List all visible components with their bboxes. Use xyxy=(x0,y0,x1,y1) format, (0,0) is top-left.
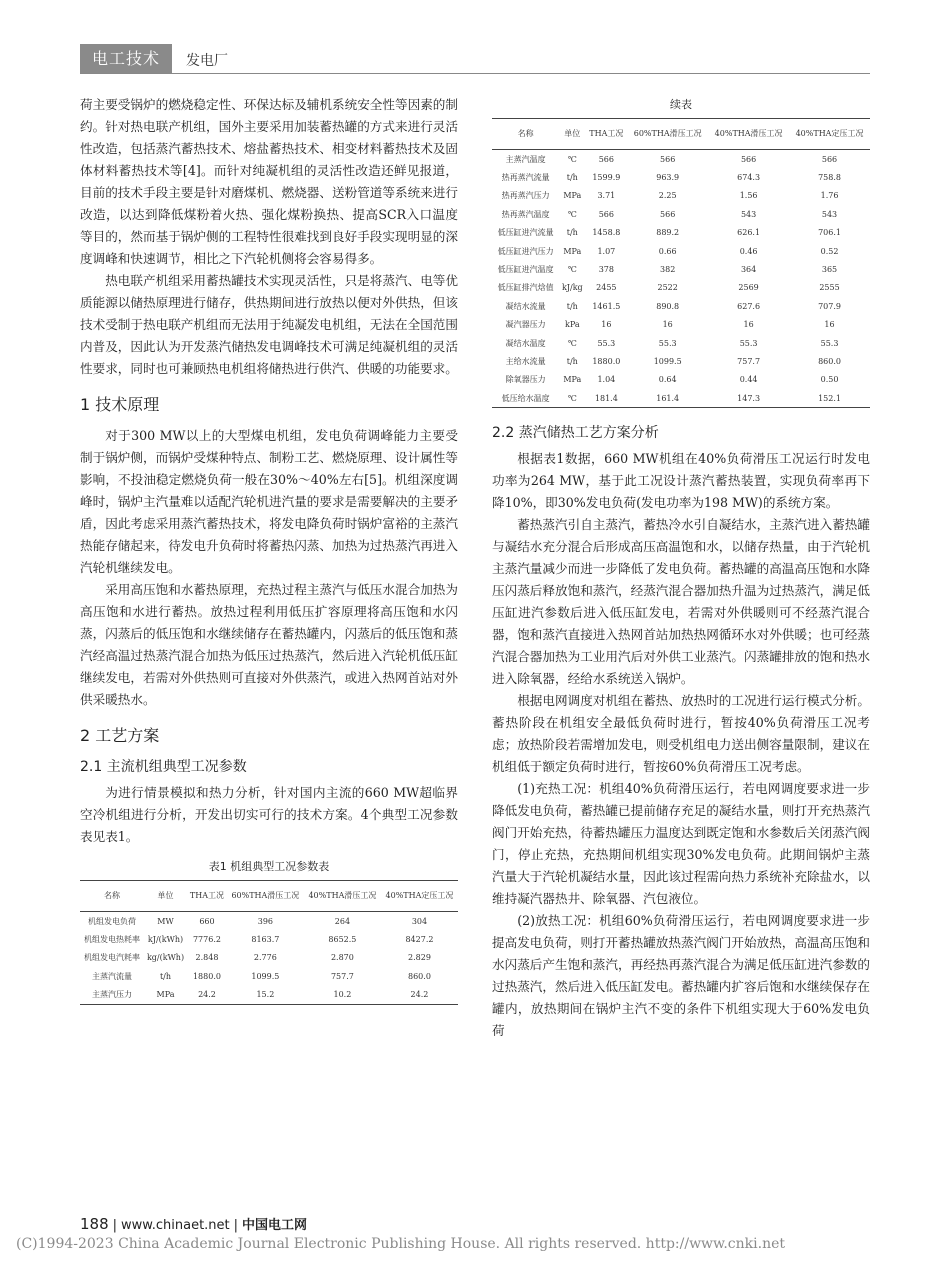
table-row xyxy=(492,316,870,334)
page-number: 188 xyxy=(80,1215,109,1233)
subsection-heading: 2.1 主流机组典型工况参数 xyxy=(80,759,247,775)
table-cell: 706.1 xyxy=(818,228,841,238)
table-cell: kJ/(kWh) xyxy=(147,935,184,945)
col-header: 40%THA滑压工况 xyxy=(714,129,783,138)
table-cell: 566 xyxy=(660,209,676,219)
table-cell: 707.9 xyxy=(818,301,841,311)
journal-tag: 电工技术 xyxy=(80,44,172,74)
table-cell: ℃ xyxy=(567,265,577,275)
table-cell: 机组发电热耗率 xyxy=(83,935,140,945)
table-cell: 660 xyxy=(199,916,215,926)
table-cell: 264 xyxy=(334,916,351,926)
table-row xyxy=(492,224,870,242)
table-cell: 0.44 xyxy=(739,375,758,385)
table-cell: 364 xyxy=(740,265,757,275)
table-cell: 2522 xyxy=(657,283,678,293)
table-caption: 续表 xyxy=(670,98,692,111)
table-row xyxy=(492,205,870,223)
table-cell: ℃ xyxy=(567,393,577,403)
col-header: 名称 xyxy=(517,129,534,138)
table-row xyxy=(492,297,870,315)
table-cell: 16 xyxy=(662,320,673,330)
table-cell: 2.829 xyxy=(408,953,431,963)
table-cell: 1099.5 xyxy=(653,356,682,366)
table-cell: MW xyxy=(157,916,174,926)
table-row xyxy=(492,334,870,352)
table-row xyxy=(492,352,870,370)
table-cell: 16 xyxy=(743,320,754,330)
col-header: THA工况 xyxy=(189,891,225,900)
table-cell: ℃ xyxy=(567,154,577,164)
left-column xyxy=(80,94,458,1005)
paragraph: 荷主要受锅炉的燃烧稳定性、环保达标及辅机系统安全性等因素的制约。针对热电联产机组，国外主要采用加装蓄热罐的方式来进行灵活性改造，包括蒸汽蓄热技术、熔盐蓄热技术、相变材料蓄热技术及固体材料蓄热技术等[4]。而针对纯凝机组的灵活性改造还鲜见报道，目前的技术手段主要是针对磨煤机、燃烧器、送粉管道等系统来进行改造，以达到降低煤粉着火热、强化煤粉换热、提高SCR入口温度等目的，然而基于锅炉侧的工程特性很难找到良好手段实现明显的深度调峰和快速调节，相比之下汽轮机侧将会容易得多。 xyxy=(80,97,458,266)
table-cell: 1599.9 xyxy=(592,173,621,183)
table-cell: 566 xyxy=(821,154,838,164)
table-header-row xyxy=(80,881,458,912)
col-header: 40%THA定压工况 xyxy=(795,129,864,138)
table-cell: 378 xyxy=(598,265,614,275)
table-cell: 2555 xyxy=(819,283,840,293)
table-cell: 10.2 xyxy=(333,990,352,1000)
col-header: 60%THA滑压工况 xyxy=(633,129,702,138)
table-cell: 757.7 xyxy=(737,356,761,366)
table-cell: 低压缸排汽焓值 xyxy=(497,283,554,293)
table-cell: 626.1 xyxy=(737,228,761,238)
table-cell: 热再蒸汽流量 xyxy=(501,173,550,183)
table-cell: 低压给水温度 xyxy=(501,393,550,403)
copyright-notice: (C)1994-2023 China Academic Journal Electronic Publishing House. All rights reserved. http://www.cnki.net xyxy=(16,1236,786,1252)
table-cell: 0.46 xyxy=(739,246,758,256)
table-cell: 55.3 xyxy=(597,338,616,348)
table-cell: 566 xyxy=(660,154,676,164)
table-cell: 55.3 xyxy=(820,338,839,348)
table-row xyxy=(80,986,458,1005)
table-cell: t/h xyxy=(566,356,578,366)
col-header: 单位 xyxy=(157,891,174,900)
table-cell: 凝结水温度 xyxy=(505,338,546,348)
table-cell: 机组发电汽耗率 xyxy=(83,953,140,963)
table-cell: 161.4 xyxy=(656,393,680,403)
table-row xyxy=(80,949,458,967)
table-cell: 3.71 xyxy=(597,191,616,201)
table-row xyxy=(80,912,458,931)
table-cell: 1.07 xyxy=(597,246,616,256)
paragraph: (2)放热工况：机组60%负荷滑压运行，若电网调度要求进一步提高发电负荷，则打开蓄热罐放热蒸汽阀门开始放热，高温高压饱和水闪蒸后产生饱和蒸汽，再经热再蒸汽混合为满足低压缸进汽参数的过热蒸汽，然后进入低压缸发电。蓄热罐内扩容后饱和水继续保存在罐内，放热期间在锅炉主汽不变的条件下机组实现大于60%发电负荷 xyxy=(492,913,870,1039)
table-cell: 8652.5 xyxy=(328,935,357,945)
table-cell: 147.3 xyxy=(737,393,761,403)
subsection-heading: 2.2 蒸汽储热工艺方案分析 xyxy=(492,425,659,442)
table-cell: 757.7 xyxy=(330,971,354,981)
col-header: 40%THA滑压工况 xyxy=(308,891,377,900)
table-row xyxy=(492,389,870,408)
table-row xyxy=(492,168,870,186)
table-cell: 566 xyxy=(598,154,614,164)
table-cell: 2.776 xyxy=(253,953,277,963)
table-cell: kg/(kWh) xyxy=(146,953,185,963)
table-cell: 543 xyxy=(821,209,838,219)
table-cell: 674.3 xyxy=(737,173,761,183)
footer-site-link[interactable]: www.chinaet.net xyxy=(121,1218,230,1233)
table-cell: 低压缸进汽流量 xyxy=(497,228,554,238)
table-cell: 1458.8 xyxy=(592,228,621,238)
table-cell: 627.6 xyxy=(737,301,761,311)
table-cell: 1880.0 xyxy=(192,971,221,981)
table-caption: 表1 机组典型工况参数表 xyxy=(208,860,330,873)
paragraph: 根据表1数据，660 MW机组在40%负荷滑压工况运行时发电功率为264 MW，基于此工况设计蒸汽蓄热装置，实现负荷率再下降10%，即30%发电负荷(发电功率为198 MW)的系统方案。 xyxy=(492,451,870,511)
paragraph: 为进行情景模拟和热力分析，针对国内主流的660 MW超临界空冷机组进行分析，开发出切实可行的技术方案。4个典型工况参数表见表1。 xyxy=(80,785,458,844)
table-cell: 890.8 xyxy=(656,301,680,311)
table-cell: 566 xyxy=(740,154,757,164)
table-cell: 860.0 xyxy=(408,971,431,981)
table-cell: 8427.2 xyxy=(405,935,434,945)
table-cell: 1880.0 xyxy=(592,356,621,366)
table-cell: 55.3 xyxy=(739,338,758,348)
table-cell: t/h xyxy=(566,228,578,238)
table-cell: 396 xyxy=(257,916,274,926)
table-cell: 0.66 xyxy=(658,246,677,256)
paragraph: (1)充热工况：机组40%负荷滑压运行，若电网调度要求进一步降低发电负荷，蓄热罐已提前储存充足的凝结水量，则打开充热蒸汽阀门开始充热，待蓄热罐压力温度达到既定饱和水参数后关闭蒸汽阀门，停止充热，充热期间机组实现30%发电负荷。此期间锅炉主蒸汽量大于汽轮机凝结水量，因此该过程需向热力系统补充除盐水，以维持凝汽器热井、除氧器、汽包液位。 xyxy=(492,781,870,907)
page-footer: 188 | www.chinaet.net | 中国电工网 xyxy=(80,1215,308,1233)
table-header-row xyxy=(492,119,870,150)
table-cell: 热再蒸汽压力 xyxy=(501,191,550,201)
table-1-continued xyxy=(492,118,870,408)
section-heading: 2 工艺方案 xyxy=(80,726,160,745)
header-rule xyxy=(80,73,870,74)
table-row xyxy=(492,260,870,278)
table-cell: 8163.7 xyxy=(251,935,280,945)
footer-brand: 中国电工网 xyxy=(242,1218,308,1233)
col-header: 单位 xyxy=(564,129,581,138)
table-cell: 0.50 xyxy=(820,375,839,385)
table-cell: 55.3 xyxy=(658,338,677,348)
table-cell: 304 xyxy=(411,916,428,926)
paragraph: 蓄热蒸汽引自主蒸汽，蓄热冷水引自凝结水，主蒸汽进入蓄热罐与凝结水充分混合后形成高压高温饱和水，以储存热量，由于汽轮机主蒸汽量减少而进一步降低了发电负荷。蓄热罐的高温高压饱和水降压闪蒸后释放饱和蒸汽，经蒸汽混合器加热升温为过热蒸汽，满足低压缸进汽参数后进入低压缸发电，若需对外供暖则可不经蒸汽混合器，饱和蒸汽直接进入热网首站加热热网循环水对外供暖；也可经蒸汽混合器加热为工业用汽后对外供工业蒸汽。闪蒸罐排放的饱和热水进入除氧器，经给水系统送入锅炉。 xyxy=(492,517,870,687)
table-cell: t/h xyxy=(566,301,578,311)
table-cell: MPa xyxy=(563,246,582,256)
col-header: THA工况 xyxy=(589,129,624,138)
right-column xyxy=(492,94,870,1042)
table-cell: 1099.5 xyxy=(251,971,280,981)
table-cell: 热再蒸汽温度 xyxy=(501,209,550,219)
table-row xyxy=(80,967,458,985)
paragraph: 热电联产机组采用蓄热罐技术实现灵活性，只是将蒸汽、电等优质能源以储热原理进行储存，供热期间进行放热以便对外供热，但该技术受制于热电联产机组而无法用于纯凝发电机组，无法在全国范围内普及，因此认为开发蒸汽储热发电调峰技术可满足纯凝机组的灵活性要求，同时也可兼顾热电机组将储热进行供汽、供暖的功能要求。 xyxy=(80,273,458,376)
col-header: 名称 xyxy=(103,891,120,900)
table-cell: 凝结水流量 xyxy=(505,301,546,311)
table-cell: 2.848 xyxy=(195,953,219,963)
table-cell: 主给水流量 xyxy=(505,356,546,366)
table-cell: 382 xyxy=(660,265,676,275)
table-cell: 963.9 xyxy=(656,173,680,183)
table-cell: 机组发电负荷 xyxy=(87,916,136,926)
table-cell: kJ/kg xyxy=(561,283,583,293)
table-cell: 2455 xyxy=(596,283,617,293)
table-cell: 凝汽器压力 xyxy=(505,320,546,330)
table-cell: 除氧器压力 xyxy=(505,375,546,385)
table-cell: 181.4 xyxy=(594,393,618,403)
table-cell: 1.76 xyxy=(820,191,839,201)
section-name: 发电厂 xyxy=(186,53,228,69)
table-cell: 152.1 xyxy=(818,393,841,403)
table-cell: 主蒸汽压力 xyxy=(91,990,132,1000)
table-row xyxy=(80,930,458,948)
section-heading: 1 技术原理 xyxy=(80,395,160,414)
table-cell: 主蒸汽流量 xyxy=(91,971,132,981)
col-header: 60%THA滑压工况 xyxy=(231,891,300,900)
table-cell: 543 xyxy=(740,209,757,219)
col-header: 40%THA定压工况 xyxy=(385,891,454,900)
table-cell: 2.25 xyxy=(658,191,677,201)
table-cell: t/h xyxy=(566,173,578,183)
table-cell: 15.2 xyxy=(256,990,275,1000)
table-cell: 1.04 xyxy=(597,375,616,385)
table-cell: 758.8 xyxy=(818,173,841,183)
table-row xyxy=(492,187,870,205)
table-cell: 1461.5 xyxy=(592,301,621,311)
paragraph: 采用高压饱和水蓄热原理，充热过程主蒸汽与低压水混合加热为高压饱和水进行蓄热。放热过程利用低压扩容原理将高压饱和水闪蒸，闪蒸后的低压饱和水继续储存在蓄热罐内，闪蒸后的低压饱和蒸汽经高温过热蒸汽混合加热为低压过热蒸汽，然后进入汽轮机低压缸继续发电，若需对外供热则可直接对外供蒸汽，或进入热网首站对外供采暖热水。 xyxy=(80,582,458,707)
table-cell: 16 xyxy=(601,320,612,330)
table-cell: 889.2 xyxy=(656,228,680,238)
table-cell: 566 xyxy=(598,209,614,219)
table-cell: 0.64 xyxy=(658,375,677,385)
table-cell: 0.52 xyxy=(820,246,839,256)
table-1 xyxy=(80,880,458,1005)
table-cell: 24.2 xyxy=(198,990,216,1000)
table-cell: MPa xyxy=(563,375,582,385)
table-cell: MPa xyxy=(156,990,175,1000)
paragraph: 对于300 MW以上的大型煤电机组，发电负荷调峰能力主要受制于锅炉侧，而锅炉受煤种特点、制粉工艺、燃烧原理、设计属性等影响，不投油稳定燃烧负荷一般在30%～40%左右[5]。机组深度调峰时，锅炉主汽量难以适配汽轮机进汽量的要求是需要解决的主要矛盾，因此考虑采用蒸汽蓄热技术，将发电降负荷时锅炉富裕的主蒸汽热能存储起来，待发电升负荷时将蓄热闪蒸、加热为过热蒸汽再进入汽轮机继续发电。 xyxy=(80,428,458,575)
table-cell: MPa xyxy=(563,191,582,201)
table-cell: 2569 xyxy=(738,283,759,293)
table-cell: 365 xyxy=(821,265,838,275)
table-cell: 24.2 xyxy=(410,990,429,1000)
table-cell: 2.870 xyxy=(330,953,354,963)
table-row xyxy=(492,279,870,297)
table-cell: kPa xyxy=(564,320,580,330)
table-cell: 16 xyxy=(824,320,835,330)
table-cell: t/h xyxy=(159,971,172,981)
table-row xyxy=(492,371,870,389)
table-cell: 1.56 xyxy=(739,191,758,201)
table-cell: ℃ xyxy=(567,209,577,219)
table-cell: 7776.2 xyxy=(192,935,221,945)
table-row xyxy=(492,150,870,169)
table-row xyxy=(492,242,870,260)
table-cell: 低压缸进汽温度 xyxy=(497,265,554,275)
table-cell: ℃ xyxy=(567,338,577,348)
table-cell: 主蒸汽温度 xyxy=(505,154,546,164)
table-cell: 低压缸进汽压力 xyxy=(497,246,554,256)
paragraph: 根据电网调度对机组在蓄热、放热时的工况进行运行模式分析。蓄热阶段在机组安全最低负荷时进行，暂按40%负荷滑压工况考虑；放热阶段若需增加发电，则受机组电力送出侧容量限制，建议在机组低于额定负荷时进行，暂按60%负荷滑压工况考虑。 xyxy=(492,693,870,775)
table-cell: 860.0 xyxy=(818,356,841,366)
